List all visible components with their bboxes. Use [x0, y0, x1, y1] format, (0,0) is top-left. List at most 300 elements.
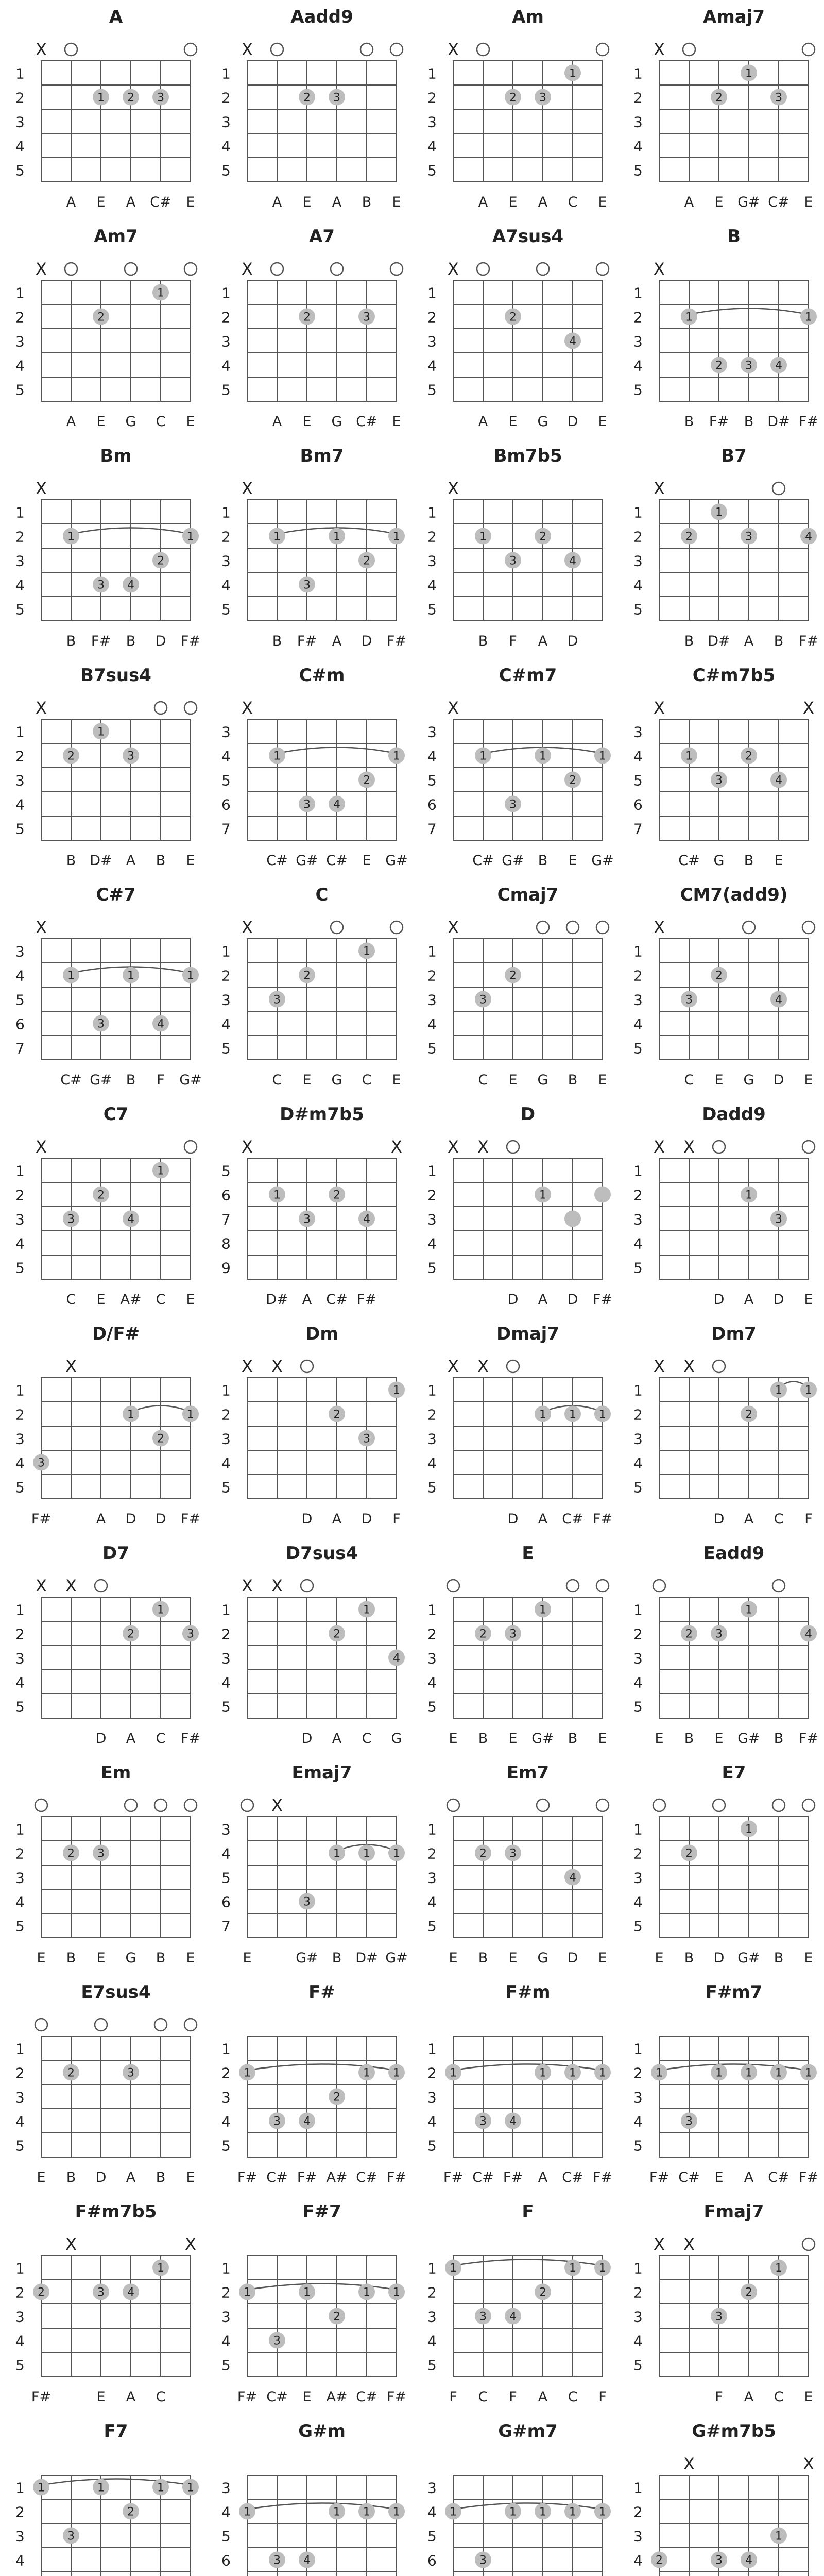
fret-number: 4	[15, 796, 25, 814]
open-string-marker	[95, 1580, 107, 1592]
finger-label: 1	[97, 725, 105, 739]
fret-number: 5	[15, 1259, 25, 1277]
fret-number: 4	[633, 1235, 643, 1252]
finger-label: 3	[479, 2310, 487, 2324]
chord-diagram	[427, 1543, 609, 1747]
muted-string-marker: X	[448, 1137, 459, 1157]
string-note: C	[478, 1072, 488, 1088]
string-note: E	[568, 853, 577, 869]
fret-number: 5	[221, 1479, 231, 1496]
fret-number: 7	[15, 1040, 25, 1057]
string-note: A#	[326, 2170, 348, 2185]
fret-number: 4	[15, 2552, 25, 2569]
finger-label: 1	[805, 2066, 812, 2080]
finger-label: 4	[127, 1213, 134, 1226]
finger-label: 3	[67, 2530, 75, 2543]
finger-label: 4	[127, 579, 134, 592]
string-note: F#	[443, 2170, 464, 2185]
fretboard-frame	[453, 1597, 603, 1718]
finger-label: 1	[157, 1164, 164, 1178]
fret-number: 3	[15, 2089, 25, 2106]
fret-number: 5	[221, 2357, 231, 2374]
string-note: B	[272, 633, 282, 649]
finger-label: 2	[303, 969, 311, 982]
fretboard-frame	[453, 2036, 603, 2157]
chord-diagram	[221, 446, 406, 649]
fret-number: 3	[221, 113, 231, 131]
chord-name: Am7	[94, 226, 138, 247]
fret-number: 2	[221, 2284, 231, 2301]
string-note: E	[804, 1950, 813, 1966]
finger-label: 1	[715, 506, 723, 519]
finger-label: 2	[479, 1628, 487, 1641]
string-note: F#	[297, 2170, 317, 2185]
fret-number: 1	[427, 284, 437, 302]
muted-string-marker: X	[654, 40, 665, 59]
fret-number: 2	[427, 528, 437, 546]
string-note: G	[331, 1072, 342, 1088]
fret-number: 4	[221, 748, 231, 765]
fret-number: 1	[15, 2479, 25, 2497]
string-note: G	[125, 1950, 136, 1966]
finger-label: 2	[363, 774, 370, 787]
string-note: A	[538, 1511, 548, 1527]
fret-number: 2	[15, 1625, 25, 1643]
finger-label: 3	[97, 1847, 105, 1860]
chord-name: C#7	[96, 885, 136, 905]
fret-number: 4	[427, 1015, 437, 1033]
finger-label: 1	[599, 2262, 606, 2275]
finger-label: 1	[775, 2066, 782, 2080]
string-note: G#	[296, 853, 318, 869]
string-note: A	[126, 853, 136, 869]
string-note: E	[37, 2170, 46, 2185]
muted-string-marker: X	[654, 259, 665, 279]
open-string-marker	[184, 702, 197, 714]
fret-number: 3	[633, 552, 643, 570]
string-note: D	[713, 1292, 725, 1308]
fret-number: 2	[15, 1845, 25, 1862]
string-note: A	[744, 1511, 754, 1527]
fret-number: 5	[15, 2137, 25, 2155]
fret-number: 4	[427, 138, 437, 155]
finger-label: 2	[745, 2286, 752, 2299]
chord-name: C#m7	[499, 665, 557, 686]
fret-number: 2	[221, 309, 231, 326]
finger-label: 3	[685, 2115, 693, 2128]
fret-number: 2	[633, 1406, 643, 1423]
fret-number: 1	[427, 943, 437, 960]
finger-label: 3	[539, 91, 546, 105]
fret-number: 5	[633, 1918, 643, 1935]
finger-label: 3	[715, 2554, 723, 2567]
muted-string-marker: X	[654, 1137, 665, 1157]
fret-number: 4	[15, 357, 25, 375]
string-note: F#	[503, 2170, 523, 2185]
string-note: A	[538, 633, 548, 649]
string-note: B	[684, 633, 694, 649]
string-note: E	[362, 853, 371, 869]
finger-label: 1	[244, 2286, 251, 2299]
chord-diagram	[221, 2201, 406, 2405]
fret-number: 5	[427, 381, 437, 399]
fret-number: 2	[427, 1845, 437, 1862]
open-string-marker	[447, 1799, 459, 1811]
finger-label: 2	[745, 750, 752, 763]
string-note: C#	[356, 2170, 377, 2185]
fretboard-frame	[453, 61, 603, 182]
fret-number: 4	[427, 1235, 437, 1252]
string-note: F#	[798, 633, 819, 649]
fret-number: 4	[15, 1893, 25, 1911]
fret-number: 4	[427, 2332, 437, 2350]
chord-name: Emaj7	[291, 1762, 352, 1783]
fret-number: 3	[427, 2479, 437, 2497]
string-note: F#	[592, 2170, 613, 2185]
muted-string-marker: X	[65, 2234, 77, 2254]
fret-number: 7	[221, 1918, 231, 1935]
finger-label: 1	[599, 1408, 606, 1421]
string-note: A	[538, 2170, 548, 2185]
string-note: E	[186, 414, 195, 430]
finger-label: 1	[599, 750, 606, 763]
chord-name: Bm7b5	[493, 446, 562, 466]
string-note: G#	[296, 1950, 318, 1966]
fret-number: 2	[633, 1845, 643, 1862]
open-string-marker	[390, 43, 403, 56]
fret-number: 4	[15, 138, 25, 155]
finger-label: 2	[715, 359, 723, 372]
fretboard-frame	[41, 1597, 191, 1718]
chord-diagram	[15, 446, 200, 649]
finger-label: 3	[97, 579, 105, 592]
muted-string-marker: X	[242, 40, 253, 59]
string-note: A	[272, 194, 282, 210]
finger-label: 4	[569, 1871, 576, 1885]
string-note: E	[508, 1950, 518, 1966]
chord-diagram	[221, 665, 408, 869]
string-note: B	[478, 633, 488, 649]
muted-string-marker: X	[448, 40, 459, 59]
muted-string-marker: X	[242, 698, 253, 718]
muted-string-marker: X	[803, 2454, 814, 2473]
finger-label: 2	[333, 2310, 340, 2324]
string-note: E	[302, 1072, 312, 1088]
finger-label: 1	[509, 2505, 517, 2519]
muted-string-marker: X	[36, 479, 47, 498]
fret-number: 5	[633, 1479, 643, 1496]
fret-number: 1	[633, 1382, 643, 1399]
string-note: E	[392, 194, 401, 210]
finger-label: 1	[450, 2066, 457, 2080]
string-note: E	[449, 1731, 458, 1747]
finger-label: 1	[775, 2262, 782, 2275]
open-string-marker	[772, 1580, 785, 1592]
fretboard-frame	[659, 1817, 809, 1938]
muted-string-marker: X	[65, 1357, 77, 1376]
string-note: D	[567, 1950, 578, 1966]
fret-number: 4	[15, 1235, 25, 1252]
open-string-marker	[154, 702, 167, 714]
muted-string-marker: X	[683, 2234, 695, 2254]
string-note: F#	[180, 1731, 201, 1747]
fret-number: 2	[221, 528, 231, 546]
fret-number: 5	[221, 2137, 231, 2155]
fret-number: 3	[15, 113, 25, 131]
finger-label: 3	[479, 2115, 487, 2128]
open-string-marker	[95, 2019, 107, 2031]
chord-diagram	[427, 1762, 609, 1966]
chord-name: F#	[308, 1982, 335, 2003]
fret-number: 1	[15, 504, 25, 521]
finger-label: 2	[715, 969, 723, 982]
finger-label: 1	[539, 750, 546, 763]
chord-name: F#m7	[705, 1982, 763, 2003]
open-string-marker	[566, 921, 579, 934]
string-note: E	[302, 2389, 312, 2405]
finger-label: 3	[775, 1213, 782, 1226]
finger-label: 3	[273, 2554, 281, 2567]
finger-label: 1	[393, 2505, 400, 2519]
fret-number: 1	[15, 1382, 25, 1399]
string-note: E	[804, 2389, 813, 2405]
finger-label: 3	[363, 1432, 370, 1446]
finger-label: 3	[509, 1847, 517, 1860]
muted-string-marker: X	[654, 479, 665, 498]
string-note: B	[538, 853, 548, 869]
string-note: B	[568, 1731, 578, 1747]
chord-diagram	[633, 1982, 818, 2185]
fret-number: 4	[15, 2332, 25, 2350]
finger-label: 2	[569, 774, 576, 787]
fret-number: 4	[427, 748, 437, 765]
string-note: G#	[90, 1072, 112, 1088]
fret-number: 5	[15, 1698, 25, 1716]
fretboard-frame	[659, 2256, 809, 2377]
finger-label: 2	[38, 2286, 45, 2299]
muted-string-marker: X	[683, 2454, 695, 2473]
finger-label: 1	[599, 2066, 606, 2080]
finger-label: 1	[656, 2066, 663, 2080]
fret-number: 6	[221, 1893, 231, 1911]
string-note: A	[538, 194, 548, 210]
finger-label: 1	[775, 2530, 782, 2543]
fret-number: 5	[427, 601, 437, 618]
chord-name: D#m7b5	[280, 1104, 364, 1125]
fret-number: 1	[427, 504, 437, 521]
muted-string-marker: X	[477, 1137, 489, 1157]
string-note: E	[714, 194, 724, 210]
chord-name: Am	[512, 7, 544, 27]
chord-diagram	[15, 2201, 196, 2405]
fret-number: 5	[633, 162, 643, 179]
chord-diagram	[633, 1543, 818, 1747]
finger-label: 3	[715, 774, 723, 787]
string-note: C#	[326, 853, 348, 869]
fret-number: 2	[633, 309, 643, 326]
chord-diagram	[15, 2421, 199, 2576]
finger-label: 1	[393, 2066, 400, 2080]
string-note: F#	[709, 414, 729, 430]
fret-number: 3	[15, 333, 25, 350]
finger-label: 2	[157, 1432, 164, 1446]
finger-label: 3	[303, 798, 311, 811]
chord-diagram	[221, 1982, 406, 2185]
fret-number: 6	[427, 2552, 437, 2569]
chord-diagram	[15, 1543, 200, 1747]
string-note: A	[684, 194, 694, 210]
string-note: F#	[91, 633, 111, 649]
fret-number: 5	[633, 772, 643, 789]
chord-diagram	[427, 1324, 612, 1527]
fret-number: 4	[221, 2503, 231, 2521]
open-string-marker	[596, 43, 609, 56]
fret-number: 4	[427, 357, 437, 375]
fret-number: 5	[221, 2528, 231, 2545]
fret-number: 2	[15, 2284, 25, 2301]
open-string-marker	[241, 1799, 253, 1811]
string-note: C	[156, 1292, 166, 1308]
open-string-marker	[596, 263, 609, 275]
fret-number: 3	[221, 991, 231, 1009]
chord-diagram	[15, 1982, 197, 2185]
fret-number: 4	[633, 748, 643, 765]
fretboard-frame	[41, 939, 191, 1060]
string-note: F#	[356, 1292, 377, 1308]
open-string-marker	[772, 1799, 785, 1811]
fret-number: 2	[221, 967, 231, 985]
finger-label: 4	[805, 1628, 812, 1641]
chord-name: Dmaj7	[496, 1324, 559, 1344]
string-note: C#	[562, 2170, 583, 2185]
finger-label: 2	[303, 91, 311, 105]
string-note: E	[655, 1731, 664, 1747]
finger-label: 1	[363, 1603, 370, 1617]
string-note: E	[186, 853, 195, 869]
string-note: D	[567, 1292, 578, 1308]
string-note: B	[66, 853, 76, 869]
fret-number: 2	[221, 89, 231, 107]
open-string-marker	[802, 2238, 815, 2250]
fret-number: 4	[221, 138, 231, 155]
finger-label: 1	[539, 1189, 546, 1202]
chord-diagram	[633, 1762, 815, 1966]
finger-label: 3	[715, 1628, 723, 1641]
chord-diagram	[15, 1104, 197, 1308]
finger-label: 1	[67, 969, 75, 982]
fret-number: 3	[633, 1650, 643, 1667]
muted-string-marker: X	[36, 698, 47, 718]
fret-number: 3	[633, 1430, 643, 1448]
fret-number: 4	[15, 967, 25, 985]
chord-name: C	[315, 885, 329, 905]
string-note: G	[125, 414, 136, 430]
fret-number: 1	[427, 2260, 437, 2277]
string-note: E	[186, 1292, 195, 1308]
finger-label: 1	[569, 2262, 576, 2275]
fret-number: 1	[15, 1821, 25, 1838]
fret-number: 3	[633, 113, 643, 131]
fret-number: 5	[633, 381, 643, 399]
fret-number: 5	[221, 1040, 231, 1057]
string-note: E	[96, 1292, 106, 1308]
fret-number: 4	[427, 2503, 437, 2521]
open-string-marker	[477, 43, 489, 56]
fret-number: 3	[15, 1430, 25, 1448]
fret-number: 1	[221, 284, 231, 302]
fret-number: 1	[221, 2040, 231, 2058]
open-string-marker	[271, 43, 283, 56]
chord-name: D7sus4	[285, 1543, 358, 1564]
fret-number: 6	[633, 796, 643, 814]
string-note: E	[508, 1731, 518, 1747]
finger-label: 2	[67, 750, 75, 763]
fret-number: 3	[633, 2528, 643, 2545]
finger-label: 3	[273, 993, 281, 1007]
fret-number: 2	[15, 2503, 25, 2521]
fret-number: 2	[633, 89, 643, 107]
string-note: E	[598, 414, 607, 430]
string-note: D	[95, 1731, 107, 1747]
open-string-marker	[653, 1799, 665, 1811]
fret-number: 5	[15, 381, 25, 399]
string-note: E	[598, 1950, 607, 1966]
string-note: B	[744, 414, 754, 430]
chord-diagram	[633, 446, 818, 649]
finger-label: 2	[67, 2066, 75, 2080]
string-note: G	[537, 414, 548, 430]
fret-number: 3	[15, 1869, 25, 1887]
open-string-marker	[713, 1799, 725, 1811]
string-note: F#	[592, 1292, 613, 1308]
chord-diagram	[221, 226, 403, 430]
fretboard-frame	[41, 1817, 191, 1938]
fret-number: 1	[15, 65, 25, 82]
finger-label: 1	[97, 2481, 105, 2495]
string-note: A	[332, 194, 342, 210]
fret-number: 4	[15, 1674, 25, 1691]
chord-name: CM7(add9)	[680, 885, 788, 905]
string-note: E	[392, 414, 401, 430]
fret-number: 3	[221, 552, 231, 570]
string-note: F#	[180, 633, 201, 649]
open-string-marker	[35, 1799, 47, 1811]
fret-number: 3	[633, 1211, 643, 1228]
finger-label: 3	[509, 1628, 517, 1641]
chord-name: F	[522, 2201, 534, 2222]
chord-diagram	[221, 1543, 405, 1747]
string-note: A	[126, 194, 136, 210]
finger-label: 1	[333, 1847, 340, 1860]
finger-label: 1	[805, 311, 812, 324]
finger-label: 1	[38, 2481, 45, 2495]
fret-number: 2	[15, 309, 25, 326]
open-string-marker	[566, 1580, 579, 1592]
string-note: A	[538, 1292, 548, 1308]
fret-number: 5	[427, 772, 437, 789]
muted-string-marker: X	[654, 918, 665, 937]
fretboard-frame	[659, 280, 809, 401]
fret-number: 5	[633, 2357, 643, 2374]
open-string-marker	[596, 1799, 609, 1811]
muted-string-marker: X	[185, 2234, 196, 2254]
muted-string-marker: X	[271, 1795, 283, 1815]
chord-diagram	[633, 665, 814, 869]
fret-number: 3	[15, 1211, 25, 1228]
fret-number: 5	[15, 2357, 25, 2374]
fret-number: 1	[633, 284, 643, 302]
chord-diagram	[221, 1324, 405, 1527]
